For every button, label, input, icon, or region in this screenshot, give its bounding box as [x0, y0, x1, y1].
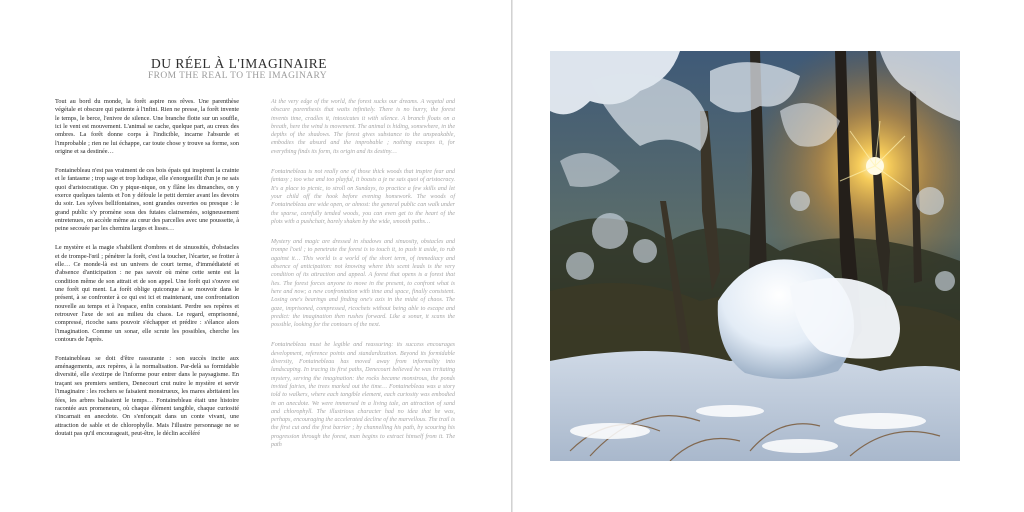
title-block: [148, 56, 327, 82]
right-page: [513, 0, 1024, 512]
english-paragraph: Fontainebleau is not really one of those thick woods that inspire fear and fantasy ; too wise and too playful, it boasts a je ne sais quoi of aristocracy. It's a place to picnic, to stroll on Sundays, to practice a few skills and let your child off the hook before evening homework. The woods of Fontainebleau are wide open, or almost: the general public can walk under the sparse, carefully tended woods, you can even get to the heart of the plots with a pushchair, barely shaken by the wide, smooth paths…: [271, 169, 455, 225]
french-paragraph: Fontainebleau n'est pas vraiment de ces bois épais qui inspirent la crainte et le fantasme ; trop sage et trop ludique, elle s'enorgueillit d'un je ne sais quoi d'aristocratique. On y pique-nique, on y flâne les dimanches, on y exerce quelques talents et l'on y défoule le petit dernier avant les devoirs du soir. Les sylves bellifontaines, sont grandes ouvertes ou presque : le grand public s'y promène sous des futaies clairsemées, soigneusement entretenues, on accède même au cœur des parcelles avec une poussette, à peine secouée par les chemins larges et lisses…: [55, 166, 239, 233]
french-paragraph: Le mystère et la magie s'habillent d'ombres et de sinuosités, d'obstacles et de trompe-l'œil ; pénétrer la forêt, c'est la toucher, l'écarter, se frotter à elle… Ce monde-là est un univers de court terme, d'immédiateté et d'absence d'anticipation : ne pas savoir où mène cette sente est la condition même de son attrait et de son appel. Une forêt qui s'ouvre est une forêt qui ment. La forêt oblige quiconque à se mouvoir dans le présent, à se confronter à ce qui est ici et maintenant, une confrontation nouvelle au temps et à l'espace, enfin consistant. Perdre ses repères et retrouver l'axe de soi au milieu du chaos. Le regard, emprisonné, compressé, ricoche sans pouvoir s'échapper et prédire : s'élance alors l'imagination. Comme un sonar, elle scrute les possibles, cherche les contours de l'après.: [55, 244, 239, 343]
french-text-column: [55, 98, 239, 449]
english-paragraph: Fontainebleau must be legible and reassuring: its success encourages development, reference points and standardization. Beyond its formidable diversity, Fontainebleau has moved away from informality into landscaping. In tracing its first paths, Denecourt believed he was irritating mystery, serving the imagination: the rocks became monstrous, the ponds invited fairies, the trees marked out the time… Fontainebleau was a story told to walkers, where each tangible element, each curiosity was embodied in an anecdote. We were immersed in a living tale, an attraction of sand and chlorophyll. The illustrious character had no idea that he was, perhaps, encouraging the accelerated decline of the marvellous. The trail is the first cut and the first barrier ; by channelling his path, by scouring his progression through the forest, man begins to extract himself from it. The path: [271, 342, 455, 448]
title-french: DU RÉEL À L'IMAGINAIRE: [150, 56, 327, 71]
snowy-forest-photo: [550, 51, 960, 461]
title-english: FROM THE REAL TO THE IMAGINARY: [147, 71, 327, 81]
english-paragraph: At the very edge of the world, the forest sucks our dreams. A vegetal and obscure parenthesis that waits infinitely. There is no hurry, the forest invents time, cradles it, intoxicates it with silence. A branch floats on a breath, here the wind is movement. The animal is hiding, somewhere, in the depths of the shadows. The forest gives substance to the unspeakable, embodies the absurd and the improbable ; nothing escapes it, for everything finds its form, its origin and its destiny…: [271, 99, 455, 155]
french-paragraph: Fontainebleau se doit d'être rassurante : son succès incite aux aménagements, aux repères, à la normalisation. Par-delà sa formidable diversité, elle s'extirpe de l'informe pour entrer dans le paysagisme. En traçant ses premiers sentiers, Denecourt crut nuire le mystère et servir l'imaginaire : les rochers se faisaient monstrueux, les mares abritaient les fées, les arbres balisaient le temps… Fontainebleau était une histoire racontée aux promeneurs, où chaque élément tangible, chaque curiosité s'incarnait en anecdote. On s'enfonçait dans un conte vivant, une attraction de sable et de chlorophylle. Mais l'illustre personnage ne se doutait pas qu'il encourageait, peut-être, le déclin accéléré: [55, 354, 239, 437]
english-paragraph: Mystery and magic are dressed in shadows and sinuosity, obstacles and trompe l'oeil ; to penetrate the forest is to touch it, to push it aside, to rub against it… This world is a world of the short term, of immediacy and absence of anticipation: not knowing where this scent leads is the very condition of its attraction and appeal. A forest that opens is a forest that lies. The forest forces anyone to move in the present, to confront what is here and now; a new confrontation with time and space, finally consistent. Losing one's bearings and finding one's axis in the midst of chaos. The gaze, imprisoned, compressed, ricochets without being able to escape and predict: the imagination then rushes forward. Like a sonar, it scans the possible, looking for the contours of the next.: [271, 239, 455, 329]
forest-illustration: [550, 51, 960, 461]
left-page: [0, 0, 511, 512]
english-text-column: [271, 98, 455, 461]
french-paragraph: Tout au bord du monde, la forêt aspire nos rêves. Une parenthèse végétale et obscure qui patiente à l'infini. Rien ne presse, la forêt invente le temps, le berce, l'enivre de silence. Une branche flotte sur un souffle, ici le vent est mouvement. L'animal se cache, quelque part, au creux des ombres. La forêt donne corps à l'indicible, incarne l'absurde et l'improbable ; rien ne lui échappe, car toute chose y trouve sa forme, son origine et sa destinée…: [55, 98, 239, 156]
